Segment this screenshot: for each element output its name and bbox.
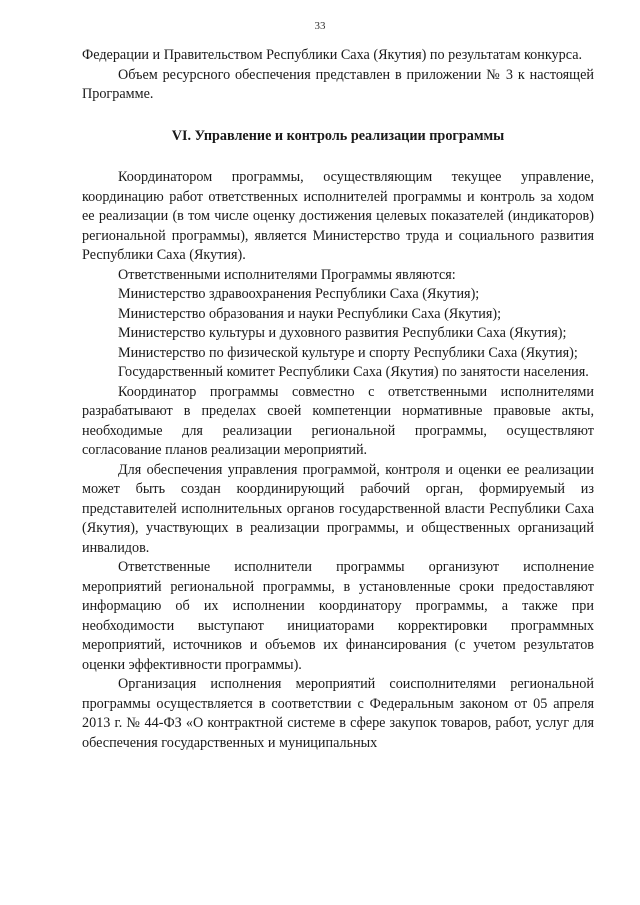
paragraph: Координатором программы, осуществляющим текущее управление, координацию работ ответственных исполнителей программы и контроль за ходом ее реализации (в том числе оценку достижения целевых показателей (индикаторов) региональной программы), является Министерство труда и социального развития Республики Саха (Якутия). bbox=[82, 169, 594, 263]
list-item: Министерство образования и науки Республики Саха (Якутия); bbox=[118, 305, 502, 322]
paragraph: Организация исполнения мероприятий соисполнителями региональной программы осуществляется в соответствии с Федеральным законом от 05 апреля 2013 г. № 44-ФЗ «О контрактной системе в сфере закупок товаров, работ, услуг для обеспечения государственных и муниципальных bbox=[82, 676, 594, 751]
paragraph: Ответственными исполнителями Программы являются: bbox=[118, 266, 456, 283]
paragraph: Координатор программы совместно с ответственными исполнителями разрабатывают в пределах своей компетенции нормативные правовые акты, необходимые для реализации региональной программы, осуществляют согласование планов реализации мероприятий. bbox=[82, 383, 594, 458]
document-body bbox=[82, 46, 594, 753]
paragraph: Объем ресурсного обеспечения представлен в приложении № 3 к настоящей Программе. bbox=[82, 66, 594, 102]
list-item: Государственный комитет Республики Саха (Якутия) по занятости населения. bbox=[118, 364, 589, 380]
list-item: Министерство по физической культуре и спорту Республики Саха (Якутия); bbox=[118, 344, 578, 361]
paragraph: Ответственные исполнители программы организуют исполнение мероприятий региональной программы, в установленные сроки предоставляют информацию об их исполнении координатору программы, а также при необходимости выступают инициаторами корректировки программных мероприятий, источников и объемов их финансирования (с учетом результатов оценки эффективности программы). bbox=[82, 559, 594, 673]
paragraph: Для обеспечения управления программой, контроля и оценки ее реализации может быть создан координирующий рабочий орган, формируемый из представителей исполнительных органов государственной власти Республики Саха (Якутия), участвующих в реализации программы, и общественных организаций инвалидов. bbox=[82, 461, 594, 556]
paragraph: Федерации и Правительством Республики Саха (Якутия) по результатам конкурса. bbox=[82, 47, 583, 63]
list-item: Министерство здравоохранения Республики Саха (Якутия); bbox=[118, 286, 480, 302]
section-heading: VI. Управление и контроль реализации программы bbox=[171, 127, 505, 144]
list-item: Министерство культуры и духовного развития Республики Саха (Якутия); bbox=[118, 325, 567, 341]
page-number: 33 bbox=[314, 20, 326, 32]
